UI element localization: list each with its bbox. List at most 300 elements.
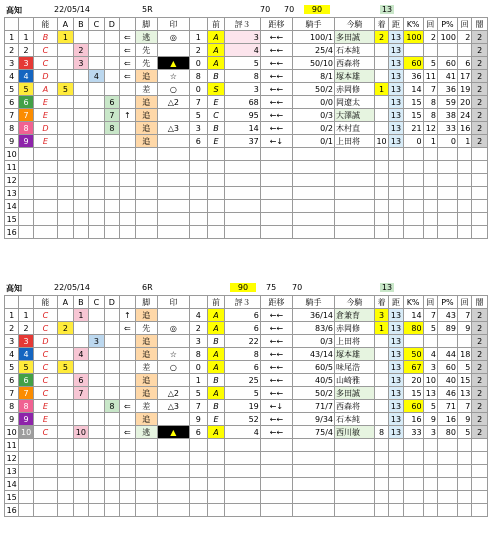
table-row — [5, 226, 488, 239]
k-count-cell — [423, 504, 437, 517]
gate-number: 4 — [19, 70, 33, 83]
d-cell — [104, 465, 120, 478]
distance-move-cell: ←← — [260, 335, 292, 348]
a-cell — [58, 174, 74, 187]
race-header — [4, 282, 488, 295]
style-cell — [135, 504, 157, 517]
k-pct-cell — [403, 478, 423, 491]
c-cell — [89, 96, 105, 109]
distance-move-cell: ←↓ — [260, 135, 292, 148]
a-cell — [58, 439, 74, 452]
dark-cell — [472, 452, 488, 465]
dark-cell: 2 — [472, 374, 488, 387]
table-row — [5, 400, 488, 413]
jockey-stat-cell — [292, 452, 334, 465]
rank-cell — [33, 148, 57, 161]
table-row — [5, 70, 488, 83]
row-number: 1 — [5, 309, 19, 322]
row-number: 9 — [5, 413, 19, 426]
finish-cell — [374, 348, 388, 361]
jockey-name-cell — [335, 478, 375, 491]
prev-grade-cell: E — [207, 135, 225, 148]
row-number: 5 — [5, 361, 19, 374]
d-cell — [104, 504, 120, 517]
dark-cell — [472, 174, 488, 187]
b-cell: 2 — [73, 44, 89, 57]
prev-grade-cell: B — [207, 374, 225, 387]
b-cell: 3 — [73, 57, 89, 70]
jockey-name-cell: 上田将 — [335, 135, 375, 148]
p-count-cell — [457, 44, 471, 57]
p-pct-cell — [437, 148, 457, 161]
a-cell — [58, 335, 74, 348]
arrow-cell — [120, 361, 136, 374]
finish-cell — [374, 96, 388, 109]
jockey-stat-cell: 100/1 — [292, 31, 334, 44]
dark-cell: 2 — [472, 57, 488, 70]
c-cell — [89, 109, 105, 122]
arrow-cell — [120, 491, 136, 504]
distance-cell: 13 — [389, 109, 403, 122]
dark-cell: 2 — [472, 309, 488, 322]
k-pct-cell: 20 — [403, 374, 423, 387]
table-row — [5, 174, 488, 187]
mark-rank-cell — [189, 478, 207, 491]
a-cell — [58, 148, 74, 161]
distance-move-cell — [260, 452, 292, 465]
dark-cell — [472, 148, 488, 161]
table-row — [5, 309, 488, 322]
column-header: 印 — [157, 18, 189, 31]
d-cell — [104, 148, 120, 161]
style-cell — [135, 439, 157, 452]
rank-cell: C — [33, 322, 57, 335]
a-cell: 5 — [58, 361, 74, 374]
jockey-stat-cell: 71/7 — [292, 400, 334, 413]
distance-move-cell — [260, 174, 292, 187]
mark-rank-cell: 6 — [189, 135, 207, 148]
k-pct-cell: 15 — [403, 387, 423, 400]
mark-rank-cell — [189, 161, 207, 174]
rank-cell: E — [33, 109, 57, 122]
a-cell — [58, 213, 74, 226]
rank-cell: E — [33, 96, 57, 109]
table-row — [5, 213, 488, 226]
c-cell — [89, 44, 105, 57]
p-count-cell: 9 — [457, 322, 471, 335]
arrow-cell: ⇐ — [120, 31, 136, 44]
jockey-name-cell: 山崎雅 — [335, 374, 375, 387]
style-cell: 追 — [135, 387, 157, 400]
p-pct-cell — [437, 187, 457, 200]
table-row — [5, 413, 488, 426]
style-cell: 差 — [135, 83, 157, 96]
top-mark-1: 70 — [260, 5, 271, 14]
table-row — [5, 439, 488, 452]
gate-number: 3 — [19, 335, 33, 348]
gate-number: 10 — [19, 426, 33, 439]
finish-cell — [374, 187, 388, 200]
rating-cell: 37 — [225, 135, 260, 148]
jockey-stat-cell: 60/5 — [292, 361, 334, 374]
prev-grade-cell: A — [207, 322, 225, 335]
rating-cell: 4 — [225, 426, 260, 439]
mark-cell — [157, 213, 189, 226]
column-header — [19, 296, 33, 309]
mark-cell — [157, 478, 189, 491]
jockey-stat-cell: 83/6 — [292, 322, 334, 335]
distance-move-cell — [260, 148, 292, 161]
distance-move-cell: ←← — [260, 348, 292, 361]
rank-cell: A — [33, 83, 57, 96]
a-cell — [58, 478, 74, 491]
column-header: 脚 — [135, 18, 157, 31]
column-header: C — [89, 18, 105, 31]
k-count-cell: 3 — [423, 426, 437, 439]
jockey-name-cell — [335, 161, 375, 174]
column-header — [19, 18, 33, 31]
k-pct-cell: 15 — [403, 109, 423, 122]
style-cell — [135, 200, 157, 213]
p-pct-cell — [437, 439, 457, 452]
a-cell — [58, 465, 74, 478]
finish-cell: 8 — [374, 426, 388, 439]
c-cell — [89, 478, 105, 491]
arrow-cell: ⇐ — [120, 70, 136, 83]
b-cell — [73, 335, 89, 348]
mark-rank-cell: 8 — [189, 70, 207, 83]
mark-rank-cell — [189, 148, 207, 161]
jockey-stat-cell: 8/1 — [292, 70, 334, 83]
jockey-stat-cell: 50/2 — [292, 83, 334, 96]
rating-cell — [225, 174, 260, 187]
distance-cell — [389, 491, 403, 504]
distance-cell: 13 — [389, 70, 403, 83]
c-cell — [89, 309, 105, 322]
top-mark-2: 70 — [284, 5, 295, 14]
table-row — [5, 335, 488, 348]
rating-cell: 95 — [225, 109, 260, 122]
arrow-cell — [120, 187, 136, 200]
prev-grade-cell: B — [207, 400, 225, 413]
column-header: 脚 — [135, 296, 157, 309]
k-pct-cell — [403, 439, 423, 452]
mark-rank-cell — [189, 200, 207, 213]
c-cell — [89, 135, 105, 148]
a-cell — [58, 135, 74, 148]
distance-cell: 13 — [389, 335, 403, 348]
d-cell — [104, 322, 120, 335]
style-cell: 逃 — [135, 426, 157, 439]
k-pct-cell: 100 — [403, 31, 423, 44]
prev-grade-cell — [207, 174, 225, 187]
dark-cell — [472, 504, 488, 517]
jockey-stat-cell — [292, 226, 334, 239]
a-cell — [58, 374, 74, 387]
jockey-name-cell — [335, 465, 375, 478]
c-cell — [89, 122, 105, 135]
row-number: 12 — [5, 174, 19, 187]
gate-number: 7 — [19, 109, 33, 122]
jockey-name-cell: 木村直 — [335, 122, 375, 135]
d-cell: 7 — [104, 109, 120, 122]
race-number: 5R — [142, 5, 153, 14]
d-cell — [104, 413, 120, 426]
distance-cell: 13 — [389, 413, 403, 426]
dark-cell: 2 — [472, 387, 488, 400]
style-cell — [135, 187, 157, 200]
p-pct-cell: 89 — [437, 322, 457, 335]
c-cell — [89, 226, 105, 239]
p-count-cell — [457, 161, 471, 174]
table-row — [5, 96, 488, 109]
distance-cell: 13 — [389, 31, 403, 44]
d-cell — [104, 57, 120, 70]
mark-rank-cell: 7 — [189, 96, 207, 109]
c-cell — [89, 200, 105, 213]
jockey-name-cell: 西川敏 — [335, 426, 375, 439]
column-header: D — [104, 18, 120, 31]
distance-move-cell: ←← — [260, 361, 292, 374]
jockey-stat-cell — [292, 504, 334, 517]
k-count-cell: 5 — [423, 322, 437, 335]
jockey-stat-cell: 36/14 — [292, 309, 334, 322]
gate-number — [19, 213, 33, 226]
a-cell — [58, 348, 74, 361]
k-pct-cell — [403, 213, 423, 226]
prev-grade-cell: A — [207, 44, 225, 57]
finish-cell — [374, 174, 388, 187]
distance-cell — [389, 148, 403, 161]
p-count-cell — [457, 335, 471, 348]
mark-rank-cell: 8 — [189, 348, 207, 361]
p-count-cell: 1 — [457, 135, 471, 148]
d-cell — [104, 200, 120, 213]
style-cell: 差 — [135, 361, 157, 374]
mark-cell: ◎ — [157, 322, 189, 335]
mark-cell: ◎ — [157, 31, 189, 44]
column-header: 回 — [457, 18, 471, 31]
distance-cell: 13 — [389, 44, 403, 57]
p-pct-cell — [437, 478, 457, 491]
b-cell: 7 — [73, 387, 89, 400]
distance-move-cell: ←← — [260, 122, 292, 135]
dark-cell — [472, 478, 488, 491]
column-header: 闇 — [472, 296, 488, 309]
style-cell: 追 — [135, 335, 157, 348]
dark-cell: 2 — [472, 322, 488, 335]
rating-cell: 6 — [225, 361, 260, 374]
column-header: P% — [437, 18, 457, 31]
gate-number: 5 — [19, 83, 33, 96]
rank-cell: C — [33, 426, 57, 439]
mark-cell: ○ — [157, 83, 189, 96]
dark-cell: 2 — [472, 44, 488, 57]
row-number: 4 — [5, 70, 19, 83]
distance-cell: 13 — [389, 96, 403, 109]
arrow-cell — [120, 83, 136, 96]
k-pct-cell — [403, 226, 423, 239]
b-cell — [73, 439, 89, 452]
p-pct-cell: 59 — [437, 96, 457, 109]
d-cell — [104, 374, 120, 387]
jockey-stat-cell: 40/5 — [292, 374, 334, 387]
prev-grade-cell: A — [207, 426, 225, 439]
c-cell — [89, 187, 105, 200]
k-count-cell — [423, 478, 437, 491]
a-cell — [58, 452, 74, 465]
column-header: 今騎 — [335, 296, 375, 309]
b-cell — [73, 413, 89, 426]
column-header: 回 — [423, 296, 437, 309]
p-pct-cell — [437, 174, 457, 187]
style-cell: 先 — [135, 322, 157, 335]
gate-number — [19, 148, 33, 161]
distance-move-cell: ←← — [260, 44, 292, 57]
mark-cell: ○ — [157, 361, 189, 374]
d-cell — [104, 348, 120, 361]
p-count-cell — [457, 226, 471, 239]
k-count-cell — [423, 161, 437, 174]
gate-number: 7 — [19, 387, 33, 400]
place-label: 高知 — [6, 6, 22, 15]
distance-move-cell — [260, 200, 292, 213]
b-cell — [73, 31, 89, 44]
mark-rank-cell: 3 — [189, 335, 207, 348]
rating-cell — [225, 200, 260, 213]
arrow-cell — [120, 148, 136, 161]
c-cell: 3 — [89, 335, 105, 348]
arrow-cell: ⇐ — [120, 322, 136, 335]
prev-grade-cell: E — [207, 413, 225, 426]
row-number: 6 — [5, 96, 19, 109]
rank-cell: E — [33, 135, 57, 148]
row-number: 4 — [5, 348, 19, 361]
distance-cell — [389, 200, 403, 213]
rank-cell — [33, 161, 57, 174]
dark-cell — [472, 226, 488, 239]
b-cell — [73, 122, 89, 135]
style-cell: 差 — [135, 400, 157, 413]
k-count-cell — [423, 465, 437, 478]
gate-number: 2 — [19, 322, 33, 335]
c-cell — [89, 161, 105, 174]
k-count-cell: 5 — [423, 57, 437, 70]
jockey-name-cell: 西森将 — [335, 400, 375, 413]
d-cell — [104, 309, 120, 322]
row-number: 8 — [5, 122, 19, 135]
rating-cell — [225, 478, 260, 491]
rank-cell: D — [33, 122, 57, 135]
k-pct-cell: 14 — [403, 83, 423, 96]
p-pct-cell — [437, 491, 457, 504]
jockey-stat-cell — [292, 148, 334, 161]
mark-rank-cell — [189, 439, 207, 452]
k-pct-cell — [403, 174, 423, 187]
table-row — [5, 387, 488, 400]
d-cell — [104, 478, 120, 491]
rating-cell: 68 — [225, 96, 260, 109]
rating-cell: 52 — [225, 413, 260, 426]
rating-cell: 19 — [225, 400, 260, 413]
arrow-cell: ⇐ — [120, 44, 136, 57]
distance-cell: 13 — [389, 83, 403, 96]
table-row — [5, 452, 488, 465]
k-pct-cell: 60 — [403, 400, 423, 413]
p-count-cell: 9 — [457, 413, 471, 426]
prev-grade-cell: A — [207, 361, 225, 374]
distance-move-cell: ←↓ — [260, 400, 292, 413]
distance-move-cell — [260, 465, 292, 478]
table-row — [5, 200, 488, 213]
jockey-name-cell: 多田誠 — [335, 31, 375, 44]
distance-move-cell: ←← — [260, 83, 292, 96]
finish-cell — [374, 109, 388, 122]
distance-cell: 13 — [389, 361, 403, 374]
prev-grade-cell: A — [207, 387, 225, 400]
column-header — [120, 296, 136, 309]
distance-move-cell: ←← — [260, 96, 292, 109]
k-pct-cell: 33 — [403, 426, 423, 439]
p-pct-cell: 38 — [437, 109, 457, 122]
k-pct-cell — [403, 491, 423, 504]
mark-cell: △2 — [157, 387, 189, 400]
distance-move-cell: ←← — [260, 387, 292, 400]
distance-cell: 13 — [389, 387, 403, 400]
jockey-stat-cell: 0/3 — [292, 335, 334, 348]
k-count-cell: 2 — [423, 31, 437, 44]
rating-cell: 3 — [225, 83, 260, 96]
p-pct-cell — [437, 226, 457, 239]
a-cell — [58, 226, 74, 239]
table-row — [5, 109, 488, 122]
k-count-cell — [423, 491, 437, 504]
k-pct-cell — [403, 44, 423, 57]
d-cell — [104, 335, 120, 348]
dark-cell — [472, 465, 488, 478]
p-count-cell — [457, 504, 471, 517]
finish-cell — [374, 57, 388, 70]
c-cell — [89, 426, 105, 439]
finish-cell — [374, 44, 388, 57]
mark-rank-cell: 5 — [189, 387, 207, 400]
mark-cell: △3 — [157, 400, 189, 413]
table-row — [5, 374, 488, 387]
a-cell — [58, 187, 74, 200]
dark-cell — [472, 187, 488, 200]
jockey-name-cell: 上田将 — [335, 335, 375, 348]
rating-cell — [225, 187, 260, 200]
k-count-cell: 10 — [423, 374, 437, 387]
rank-cell — [33, 452, 57, 465]
p-count-cell: 24 — [457, 109, 471, 122]
mark-rank-cell: 9 — [189, 413, 207, 426]
row-number: 11 — [5, 439, 19, 452]
date-label: 22/05/14 — [54, 5, 90, 14]
rank-cell: C — [33, 348, 57, 361]
b-cell — [73, 148, 89, 161]
k-pct-cell: 0 — [403, 135, 423, 148]
place-label: 高知 — [6, 284, 22, 293]
dark-cell: 2 — [472, 135, 488, 148]
race-sheet-5r — [4, 4, 488, 239]
mark-cell — [157, 187, 189, 200]
jockey-stat-cell: 0/0 — [292, 96, 334, 109]
race-header — [4, 4, 488, 17]
p-pct-cell — [437, 213, 457, 226]
rating-cell: 25 — [225, 374, 260, 387]
p-count-cell — [457, 439, 471, 452]
